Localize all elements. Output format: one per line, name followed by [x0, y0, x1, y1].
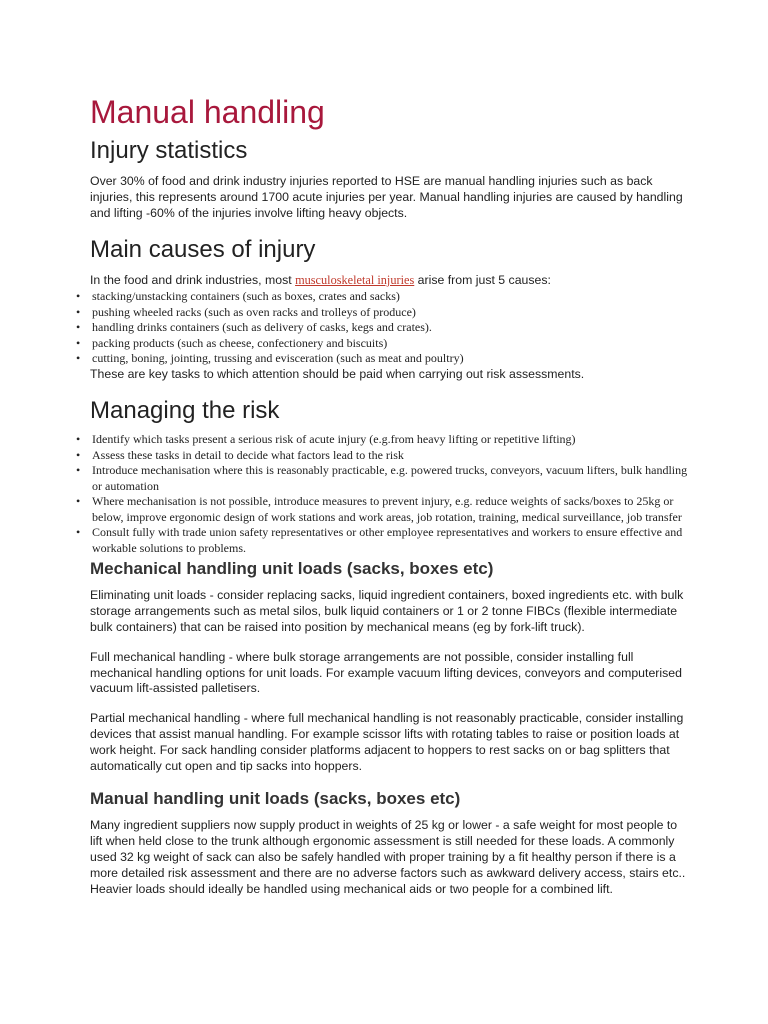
list-item: • packing products (such as cheese, confectionery and biscuits): [76, 336, 690, 352]
injury-statistics-heading: Injury statistics: [90, 137, 248, 164]
document-page: [90, 92, 690, 897]
mechanical-paragraph: Partial mechanical handling - where full mechanical handling is not reasonably practicable, consider installing devices that assist manual handling. For example scissor lifts with rotating tables to raise or position loads at work height. For sack handling consider platforms adjacent to hoppers to rest sacks on or bag splitters that automatically cut open and tip sacks into hoppers.: [90, 711, 684, 773]
list-item: • Introduce mechanisation where this is reasonably practicable, e.g. powered trucks, conveyors, vacuum lifters, bulk handling or automation: [76, 463, 690, 494]
managing-risk-heading: Managing the risk: [90, 397, 280, 425]
manual-handling-text: Many ingredient suppliers now supply product in weights of 25 kg or lower - a safe weight for most people to lift when held close to the trunk although ergonomic assessment is still needed for these loads. A commonly used 32 kg weight of sack can also be safely handled with proper training by a fit healthy person if there is a more detailed risk assessment and there are no adverse factors such as awkward delivery access, stairs etc.. Heavier loads should ideally be handled using mechanical aids or two people for a combined lift.: [90, 818, 686, 896]
mechanical-handling-heading: Mechanical handling unit loads (sacks, boxes etc): [90, 559, 494, 579]
main-causes-intro: [90, 273, 690, 289]
mechanical-paragraph: Full mechanical handling - where bulk storage arrangements are not possible, consider installing full mechanical handling options for unit loads. For example vacuum lifting devices, conveyors and computerised vacuum lift-assisted palletisers.: [90, 649, 682, 696]
list-item: • Consult fully with trade union safety representatives or other employee representatives and workers to ensure effective and workable solutions to problems.: [76, 525, 690, 556]
main-causes-intro-after: arise from just 5 causes:: [414, 273, 551, 288]
list-item: • pushing wheeled racks (such as oven racks and trolleys of produce): [76, 305, 690, 321]
list-item: • stacking/unstacking containers (such as boxes, crates and sacks): [76, 289, 690, 305]
page-title: Manual handling: [90, 94, 325, 130]
manual-handling-heading: Manual handling unit loads (sacks, boxes etc): [90, 789, 461, 809]
injury-statistics-text: Over 30% of food and drink industry injuries reported to HSE are manual handling injuries such as back injuries, this represents around 1700 acute injuries per year. Manual handling injuries are caused by handling and lifting -60% of the injuries involve lifting heavy objects.: [90, 174, 683, 220]
list-item: • Assess these tasks in detail to decide what factors lead to the risk: [76, 448, 690, 464]
list-item: • Identify which tasks present a serious risk of acute injury (e.g.from heavy lifting or repetitive lifting): [76, 432, 690, 448]
main-causes-heading: Main causes of injury: [90, 236, 316, 264]
mechanical-paragraph: Eliminating unit loads - consider replacing sacks, liquid ingredient containers, boxed ingredients etc. with bulk storage arrangements such as metal silos, bulk liquid containers or 1 or 2 tonne FIBCs (flexible intermediate bulk containers) that can be raised into position by mechanical means (eg by fork-lift truck).: [90, 588, 684, 635]
main-causes-closing: These are key tasks to which attention should be paid when carrying out risk assessments.: [90, 366, 585, 381]
main-causes-intro-before: In the food and drink industries, most: [90, 273, 296, 288]
managing-risk-list: [76, 432, 690, 556]
main-causes-list: [76, 289, 690, 367]
list-item: • handling drinks containers (such as delivery of casks, kegs and crates).: [76, 320, 690, 336]
list-item: • cutting, boning, jointing, trussing and evisceration (such as meat and poultry): [76, 351, 690, 367]
musculoskeletal-injuries-link[interactable]: musculoskeletal injuries: [295, 273, 415, 288]
list-item: • Where mechanisation is not possible, introduce measures to prevent injury, e.g. reduce weights of sacks/boxes to 25kg or below, improve ergonomic design of work stations and work areas, job rotation, training, medical surveillance, job transfer: [76, 494, 690, 525]
